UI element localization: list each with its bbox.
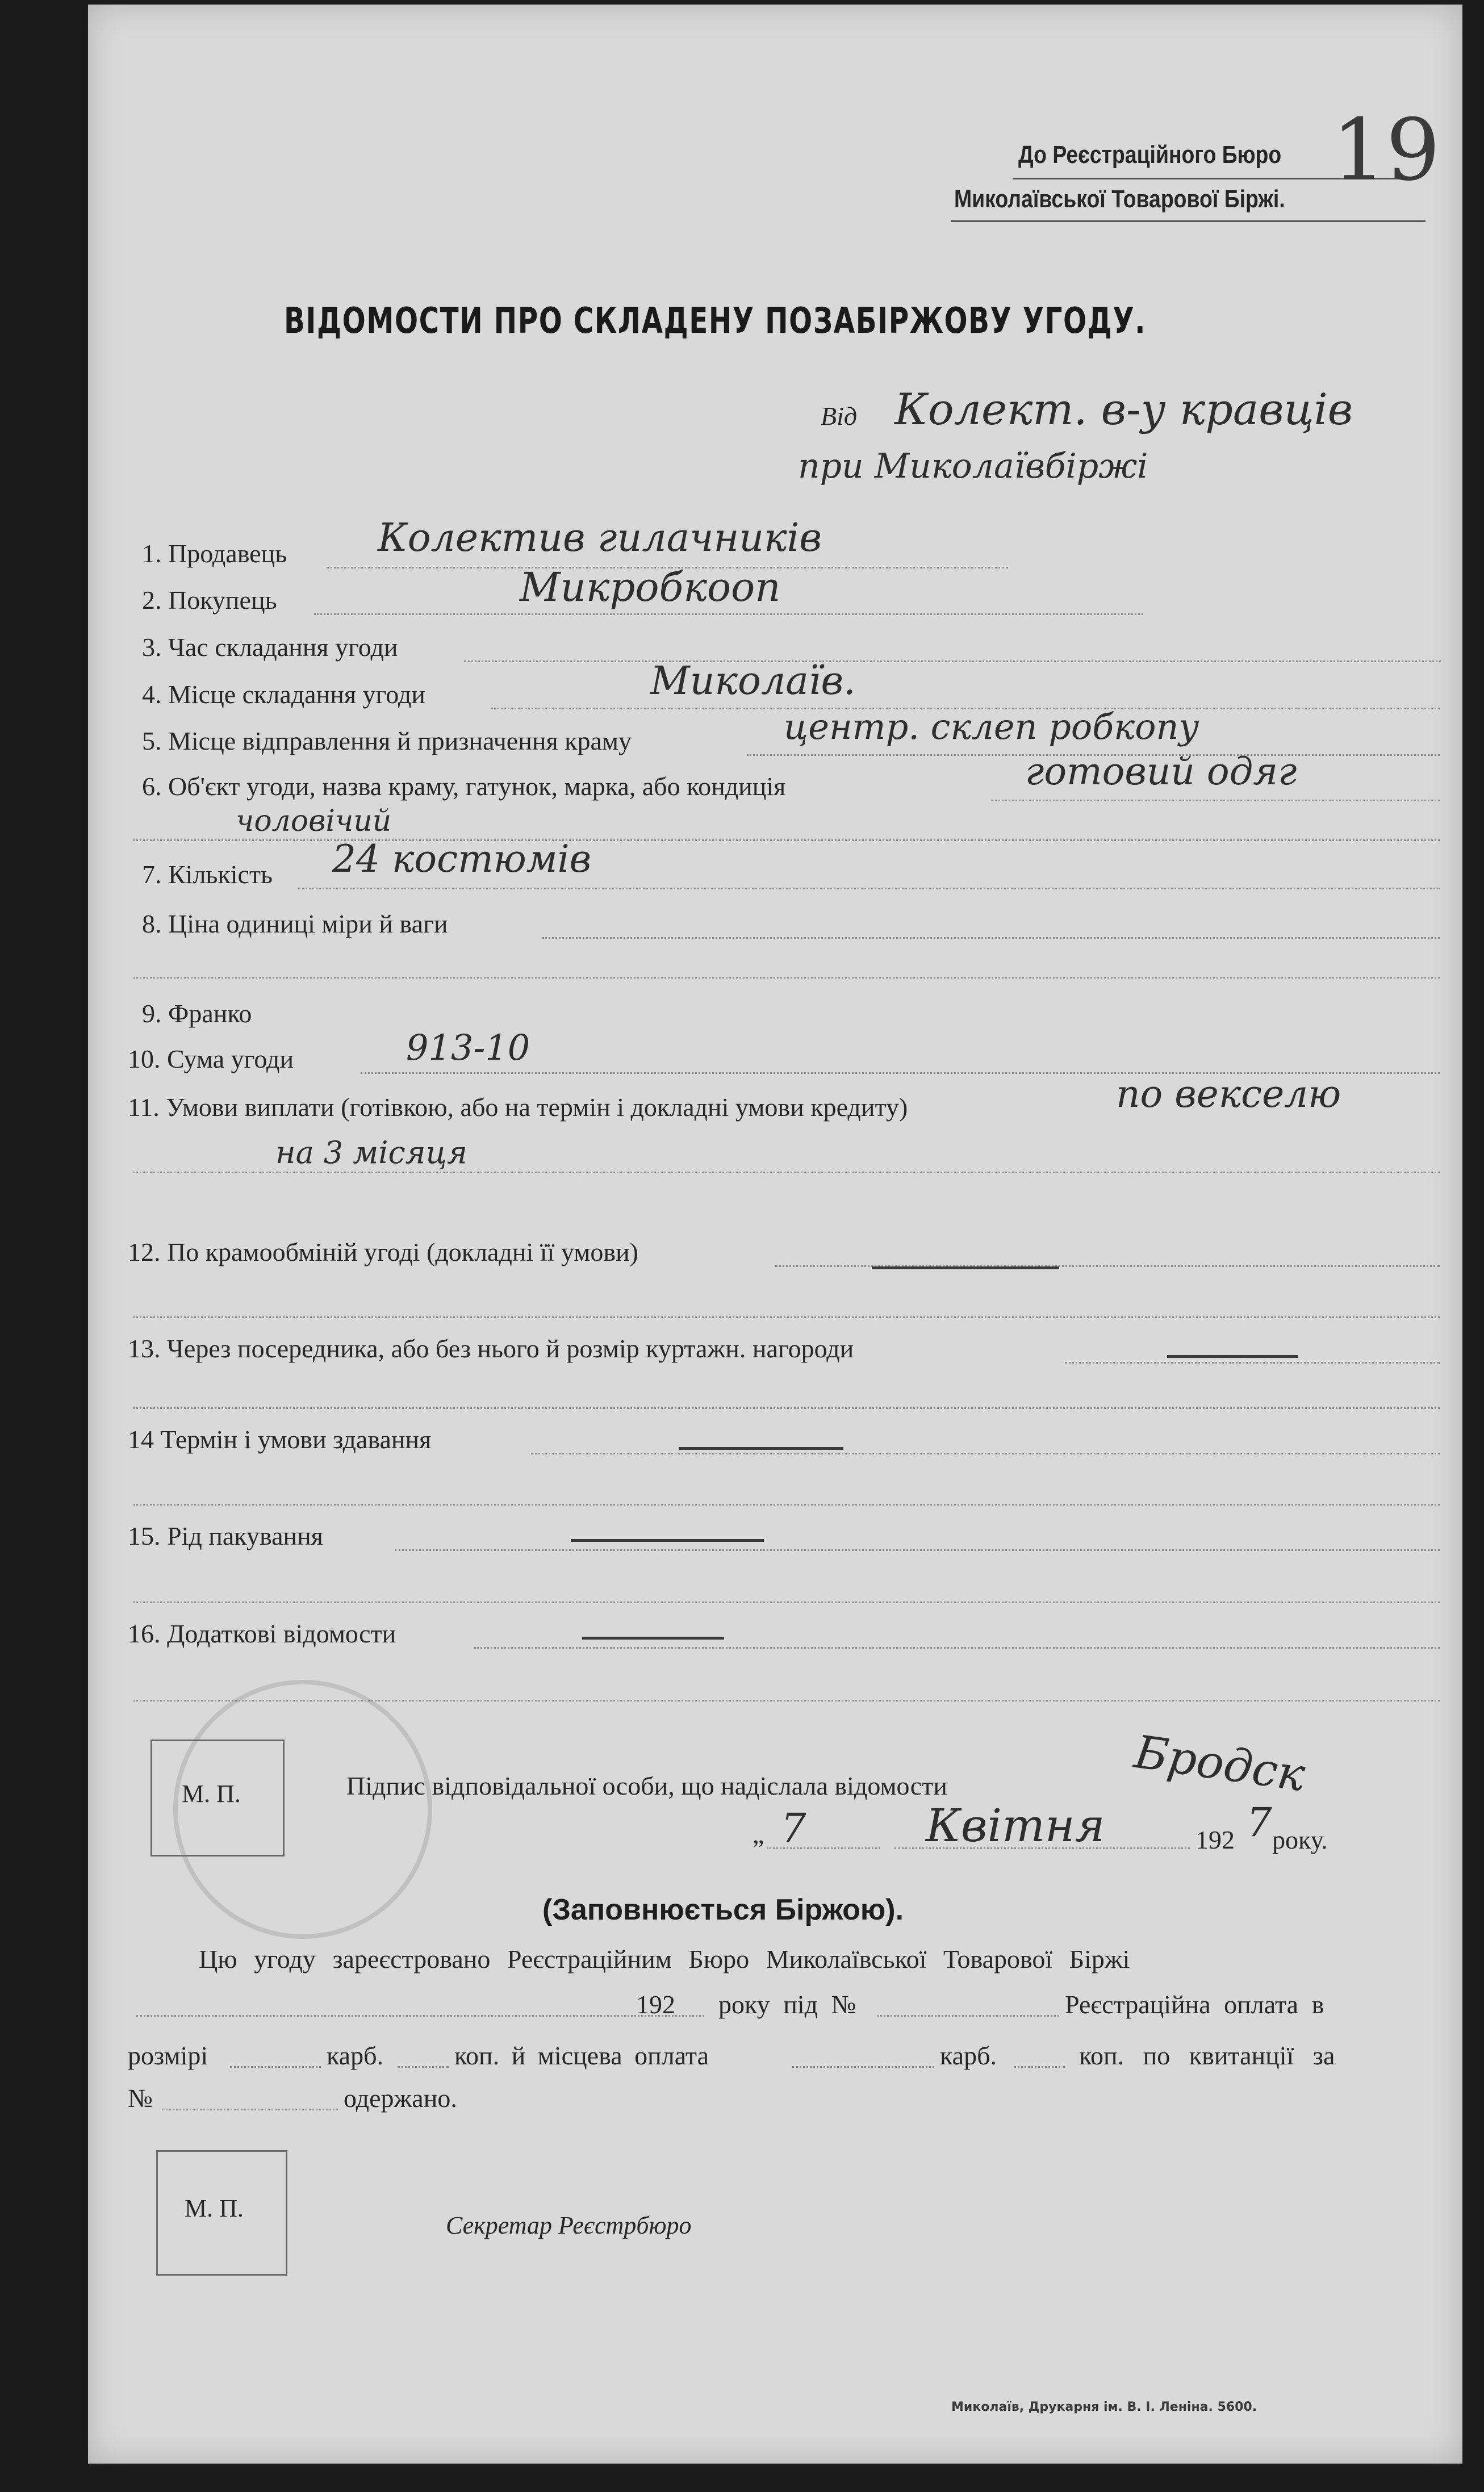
- field-shipment-value: центр. склеп робкопу: [784, 706, 1199, 747]
- field-place-value: Миколаїв.: [650, 659, 856, 704]
- field-object-value-2: чоловічий: [236, 804, 392, 838]
- exchange-number-sign: №: [128, 2084, 153, 2113]
- field-quantity-value: 24 костюмів: [332, 837, 592, 881]
- field-buyer-label: 2. Покупець: [142, 586, 277, 614]
- field-barter-label: 12. По крамообміній угоді (докладні її умови): [128, 1237, 638, 1266]
- field-delivery-dash: [679, 1447, 843, 1450]
- field-quantity-label: 7. Кількість: [142, 860, 273, 889]
- from-value-2: при Миколаївбіржі: [798, 446, 1148, 486]
- field-price-label: 8. Ціна одиниці міри й ваги: [142, 909, 448, 938]
- field-shipment-label: 5. Місце відправлення й призначення краму: [142, 726, 632, 755]
- field-barter-line-2: [133, 1316, 1440, 1318]
- from-value-1: Колект. в-у кравців: [894, 384, 1353, 434]
- exchange-heading: (Заповнюється Біржою).: [542, 1893, 904, 1926]
- date-quote: „: [753, 1820, 764, 1849]
- exchange-kop-local: коп. й місцева оплата: [454, 2041, 709, 2070]
- field-seller-value: Колектив гилачників: [378, 516, 822, 561]
- exchange-date-line: [136, 2015, 704, 2017]
- exchange-line-1: Цю угоду зареєстровано Реєстраційним Бюро Миколаївської Товарової Біржі: [199, 1945, 1130, 1973]
- folio-number: 19: [1332, 101, 1440, 200]
- exchange-karb-2: карб.: [940, 2041, 997, 2070]
- field-seller-label: 1. Продавець: [142, 539, 287, 568]
- exchange-local-line: [792, 2066, 934, 2068]
- secretary-label: Секретар Реєстрбюро: [446, 2211, 692, 2239]
- exchange-kop-line-1: [398, 2066, 449, 2068]
- exchange-size-label: розмірі: [128, 2041, 208, 2070]
- exchange-kop-line-2: [1014, 2066, 1065, 2068]
- signature-caption: Підпис відповідальної особи, що надіслала відомости: [346, 1771, 947, 1800]
- document-sheet: [88, 5, 1462, 2464]
- exchange-fee-label: Реєстраційна оплата в: [1065, 1990, 1324, 2019]
- field-packing-line: [395, 1549, 1440, 1551]
- field-time-line: [464, 660, 1441, 662]
- from-label: Від: [821, 402, 858, 430]
- field-payment-label: 11. Умови виплати (готівкою, або на термін і докладні умови кредиту): [128, 1093, 908, 1122]
- field-object-label: 6. Об'єкт угоди, назва краму, гатунок, марка, або кондиція: [142, 772, 786, 801]
- field-franco-label: 9. Франко: [142, 999, 252, 1028]
- field-object-line-2: [133, 839, 1440, 841]
- exchange-reg-no-label: року під №: [718, 1990, 856, 2019]
- seal-label-2: М. П.: [185, 2194, 244, 2222]
- field-packing-line-2: [133, 1602, 1440, 1603]
- field-payment-value: по векселю: [1116, 1072, 1341, 1116]
- field-additional-line: [474, 1647, 1440, 1649]
- date-year-hand: 7: [1247, 1799, 1272, 1846]
- field-delivery-line-2: [133, 1504, 1440, 1506]
- exchange-receipt-label: коп. по квитанції за: [1079, 2041, 1335, 2070]
- field-packing-dash: [571, 1539, 764, 1542]
- field-packing-label: 15. Рід пакування: [128, 1521, 323, 1550]
- exchange-received: одержано.: [344, 2084, 457, 2113]
- field-broker-line: [1065, 1362, 1440, 1364]
- page-title: ВІДОМОСТИ ПРО СКЛАДЕНУ ПОЗАБІРЖОВУ УГОДУ.: [284, 300, 1147, 341]
- date-year-printed: 192: [1195, 1825, 1235, 1854]
- field-quantity-line: [298, 888, 1440, 889]
- field-broker-line-2: [133, 1407, 1440, 1409]
- exchange-year: 192: [636, 1990, 675, 2019]
- printer-imprint: Миколаїв, Друкарня ім. В. І. Леніна. 5600.: [951, 2400, 1257, 2414]
- field-time-label: 3. Час складання угоди: [142, 633, 398, 662]
- field-sum-value: 913-10: [406, 1027, 530, 1068]
- field-buyer-line: [314, 613, 1143, 615]
- field-delivery-line: [531, 1453, 1440, 1454]
- signature-mark: Бродск: [1131, 1725, 1309, 1802]
- exchange-receipt-line: [162, 2109, 338, 2110]
- field-delivery-label: 14 Термін і умови здавання: [128, 1425, 432, 1454]
- field-object-value: готовий одяг: [1025, 750, 1297, 793]
- field-payment-line-2: [133, 1172, 1440, 1173]
- addressee-line-1: До Реєстраційного Бюро: [1018, 141, 1282, 169]
- field-buyer-value: Микробкооп: [520, 564, 781, 611]
- seal-label-1: М. П.: [182, 1780, 241, 1808]
- field-additional-dash: [582, 1637, 724, 1640]
- field-price-line-2: [133, 977, 1440, 979]
- field-object-line: [991, 800, 1440, 801]
- field-payment-value-2: на 3 місяця: [275, 1135, 467, 1170]
- date-year-suffix: року.: [1272, 1825, 1328, 1854]
- exchange-size-line: [230, 2066, 321, 2068]
- addressee-underline-2: [951, 220, 1426, 222]
- field-additional-label: 16. Додаткові відомости: [128, 1619, 396, 1648]
- field-barter-dash: [872, 1266, 1059, 1269]
- exchange-reg-no-line: [877, 2015, 1059, 2017]
- date-month: Квітня: [926, 1799, 1105, 1852]
- field-sum-label: 10. Сума угоди: [128, 1044, 294, 1073]
- field-price-line: [542, 937, 1440, 939]
- field-broker-label: 13. Через посередника, або без нього й розмір куртажн. нагороди: [128, 1334, 854, 1363]
- field-broker-dash: [1167, 1355, 1298, 1358]
- date-day: 7: [781, 1805, 806, 1851]
- exchange-karb-1: карб.: [327, 2041, 383, 2070]
- field-place-label: 4. Місце складання угоди: [142, 680, 425, 709]
- addressee-line-2: Миколаївської Товарової Біржі.: [954, 185, 1285, 213]
